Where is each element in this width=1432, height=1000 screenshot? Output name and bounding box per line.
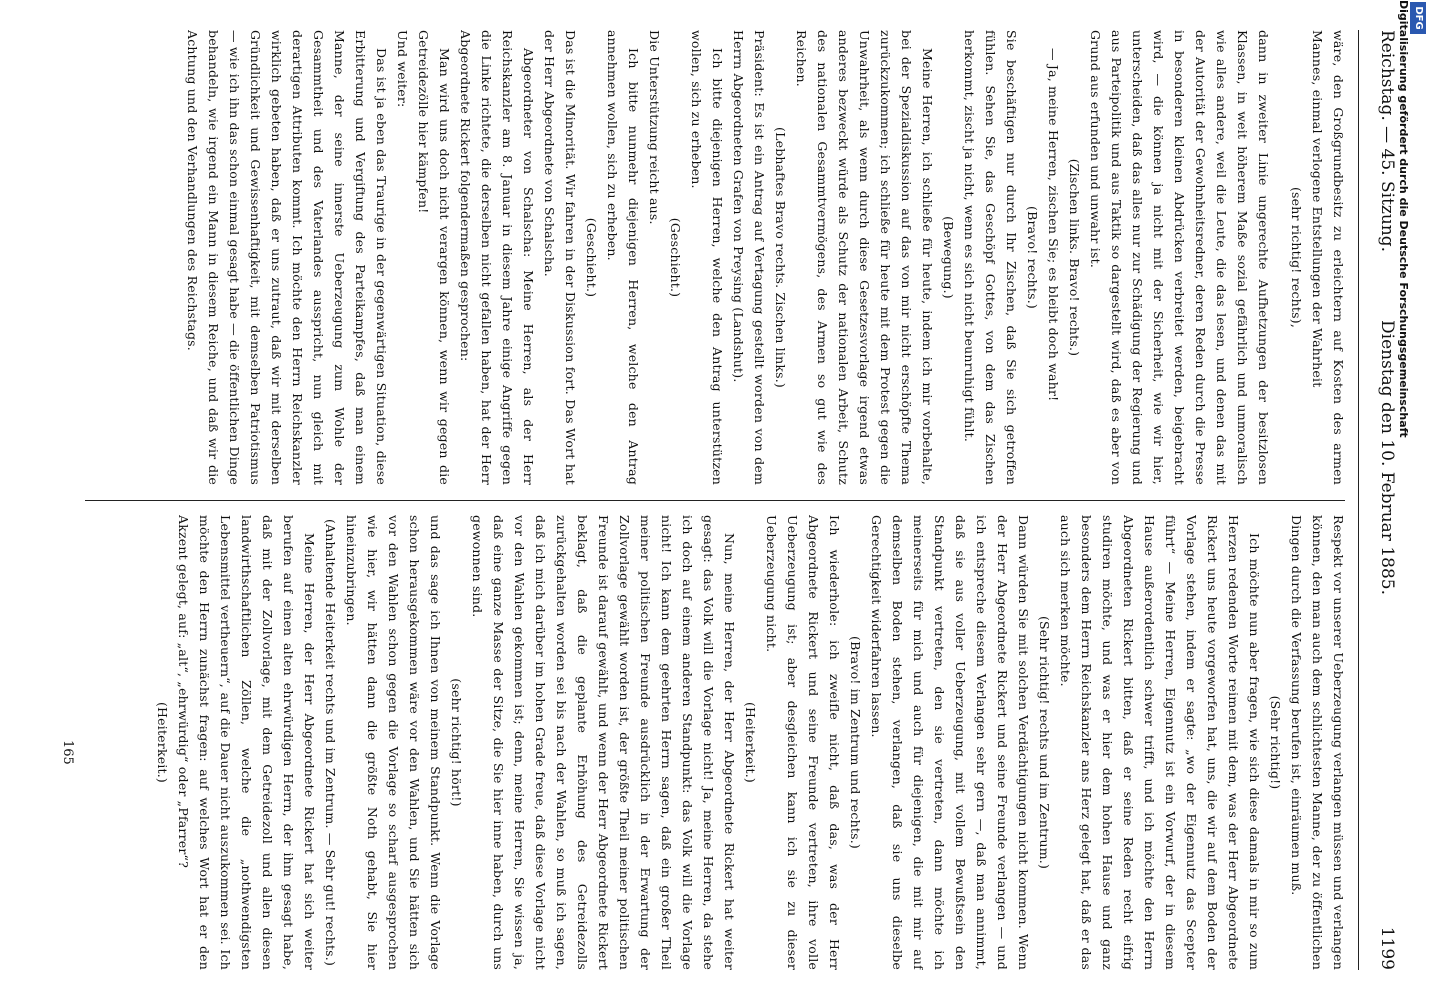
- quote: Das ist ja eben das Traurige in der gegenwärtigen Situation, diese Erbitterung und Vergiftung des Parteikampfes, daß man einem Manne, der seine innerste Ueberzeugung zum Wohle der Gesammtheit und des Vaterlandes ausspricht, nun gleich mit derartigen Attributen kommt. Ich möchte den Herrn Reichskanzler wirklich gebeten haben, daß er uns zutraut, daß wir mit derselben Gründlichkeit und Gewissenhaftigkeit, mit demselben Patriotismus — wie ich ihn das schon einmal gesagt habe — die öffentlichen Dinge behandeln, wie irgend ein Mann in diesem Reiche, und daß wir die Achtung und den Verhandlungen des Reichstags.: [185, 30, 389, 485]
- sheet-number: 165: [60, 740, 75, 765]
- interjection: (Bravo! im Zentrum und rechts.): [848, 636, 863, 849]
- interjection: (Sehr richtig! rechts und im Zentrum.): [1037, 615, 1052, 870]
- paragraph: Dann würden Sie mit solchen Verdächtigungen nicht kommen. Wenn der Herr Abgeordnete Rickert und seine Freunde verlangen — und ich entspreche diesem Verlangen sehr gern —, daß man annimmt, daß sie aus voller Ueberzeugung, mit vollem Bewußtsein den Standpunkt vertreten, den sie vertreten, dann möchte ich meinerseits für mich und auch für diejenigen, die mit mir auf demselben Boden stehen, verlangen, daß sie uns dieselbe Gerechtigkeit widerfahren lassen.: [869, 515, 1031, 970]
- interjection: (sehr richtig! hört!): [449, 678, 464, 807]
- digitization-credit: [1392, 0, 1410, 1000]
- paragraph: Ich bitte diejenigen Herren, welche den Antrag unterstützen wollen, sich zu erheben.: [689, 30, 725, 485]
- dfg-logo-text: DFG: [1413, 6, 1424, 30]
- paragraph: Die Unterstützung reicht aus.: [647, 30, 662, 225]
- paragraph: wäre, den Großgrundbesitz zu erleichtern auf Kosten des armen Mannes, einmal verlogene Entstellungen der Wahrheit: [1310, 30, 1346, 485]
- right-column: [29, 515, 1349, 970]
- interjection: (Sehr richtig!): [1268, 695, 1283, 790]
- paragraph: dann in zweiter Linie ungerechte Aufhetzungen der besitzlosen Klassen, in weit höherem Maße sozial gefährlich und unmoralisch wie alles andere, weil die Leute, die das lesen, und denen das mit der Autorität der Gewohnheitsredner, deren Reden durch die Presse in besonderen kleinen Abdrücken verbreitet werden, beigebracht wird, — die können ja nicht mit der Sicherheit, wie wir hier, unterscheiden, daß das alles nur zur Schädigung der Regierung und aus Parteipolitik und aus Taktik so dargestellt wird, daß es aber von Grund aus erfunden und unwahr ist.: [1088, 30, 1271, 485]
- credit-text: Digitalisierung gefördert durch die Deutsche Forschungsgemeinschaft: [1397, 0, 1410, 438]
- header-date: Dienstag den 10. Februar 1885.: [1377, 320, 1397, 596]
- quote: Man wird uns doch nicht verargen können, wenn wir gegen die Getreidezölle hier kämpfen!: [416, 30, 452, 485]
- paragraph: Das ist die Minorität. Wir fahren in der Diskussion fort. Das Wort hat der Herr Abgeordnete von Schalscha.: [542, 30, 578, 485]
- column-divider: [85, 500, 1345, 501]
- paragraph: Nun, meine Herren, der Herr Abgeordnete Rickert hat weiter gesagt: das Volk will die Vorlage nicht! Ja, meine Herren, da stehe ich doch auf einem anderen Standpunkt: das Volk will die Vorlage nicht! Ich kann dem geehrten Herrn sagen, daß ein großer Theil meiner politischen Freunde ausdrücklich in der Erwartung der Zollvorlage gewählt worden ist, der größte Theil meiner politischen Freunde ist darauf gewählt, und wenn der Herr Abgeordnete Rickert beklagt, daß die geplante Erhöhung des Getreidezolls zurückgehalten worden sei bis nach der Wahlen, so muß ich sagen, daß ich mich darüber im hohen Grade freue, daß diese Vorlage nicht vor den Wahlen gekommen ist; denn, meine Herren, Sie wissen ja, daß eine ganze Masse der Sitze, die Sie hier inne haben, durch uns gewonnen sind.: [470, 515, 737, 970]
- paragraph: und das sage ich Ihnen von meinem Standpunkt. Wenn die Vorlage schon herausgekommen wäre vor den Wahlen, und Sie hätten sich vor den Wahlen schon gegen die Vorlage so scharf ausgesprochen wie hier, wir hätten dann die größte Noth gehabt, Sie hier hineinzubringen.: [344, 515, 443, 970]
- interjection: (Zischen links. Bravo! rechts.): [1067, 158, 1082, 357]
- interjection: (sehr richtig! rechts),: [1289, 186, 1304, 329]
- interjection: (Geschieht.): [668, 217, 683, 298]
- interjection: (Heiterkeit.): [155, 701, 170, 783]
- interjection: (Heiterkeit.): [743, 701, 758, 783]
- interjection: (Bewegung.): [941, 216, 956, 299]
- header-left: Reichstag. — 45. Sitzung.: [1377, 30, 1397, 253]
- running-header: [1357, 30, 1397, 970]
- quote: Respekt vor unserer Ueberzeugung verlangen müssen und verlangen können, den man auch dem schlichtesten Manne, der zu öffentlichen Dingen durch die Verfassung berufen ist, einräumen muß.: [1289, 515, 1346, 970]
- paragraph: Sie beschäftigen nur durch Ihr Zischen, daß Sie sich getroffen fühlen. Sehen Sie, das Geschöpf Gottes, von dem das Zischen herkommt, zischt ja nicht, wenn es sich nicht beunruhigt fühlt.: [962, 30, 1019, 485]
- paragraph: Präsident: Es ist ein Antrag auf Vertagung gestellt worden von dem Herrn Abgeordneten Grafen von Preysing (Landshut).: [731, 30, 767, 485]
- interjection: (Lebhaftes Bravo rechts. Zischen links.): [773, 127, 788, 388]
- paragraph: Meine Herren, der Herr Abgeordnete Rickert hat sich weiter berufen auf einen alten ehrwürdigen Herrn, der ihm gesagt habe, daß mit der Zollvorlage, mit dem Getreidezoll und allen diesen landwirthschaftlichen Zöllen, welche die „nothwendigsten Lebensmittel vertheuern“, auf die Dauer nicht auszukommen sei. Ich möchte den Herrn zunächst fragen: auf welches Wort hat er den Akzent gelegt, auf: „alt“, „ehrwürdig“ oder „Pfarrer“?: [176, 515, 317, 970]
- interjection: (Geschieht.): [584, 217, 599, 298]
- paragraph: Ich wiederhole: ich zweifle nicht, daß das, was der Herr Abgeordnete Rickert und seine Freunde vertreten, ihre volle Ueberzeugung ist; aber desgleichen kann ich sie zu dieser Ueberzeugung nicht.: [764, 515, 842, 970]
- paragraph: — Ja, meine Herren, zischen Sie; es bleibt doch wahr!: [1046, 48, 1061, 402]
- dfg-logo: [1410, 2, 1426, 34]
- paragraph: Abgeordneter von Schalscha: Meine Herren, als der Herr Reichskanzler am 8. Januar in diesem Jahre einige Angriffe gegen die Linke richtete, die derselben nicht gefallen haben, hat der Herr Abgeordnete Rickert folgendermaßen gesprochen:: [458, 30, 536, 485]
- rotated-page-content: [20, 0, 1405, 1000]
- left-column: [29, 30, 1349, 485]
- paragraph: Ich möchte nun aber fragen, wie sich diese damals in mir so zum Herzen redenden Worte reimen mit dem, was der Herr Abgeordnete Rickert uns heute vorgeworfen hat, uns, die wir auf dem Boden der Vorlage stehen, indem er sagte: „wo der Eigennutz das Scepter führt“ — Meine Herren, Eigennutz ist ein Vorwurf, der in diesem Hause außerordentlich schwer trifft, und ich möchte den Herrn Abgeordneten Rickert bitten, daß er seine Reden recht eifrig studiren möchte, und was er hier dem hohen Hause und ganz besonders dem Herrn Reichskanzler ans Herz gelegt hat, daß er das auch sich merken möchte.: [1058, 515, 1262, 970]
- paragraph: Und weiter:: [395, 30, 410, 108]
- header-rule: [1358, 30, 1359, 970]
- paragraph: Meine Herren, ich schließe für heute, indem ich mir vorbehalte, bei der Spezialdiskussion auf das von mir nicht erschöpfte Thema zurückzukommen; ich schließe für heute mit dem Protest gegen die Unwahrheit, als wenn durch diese Gesetzesvorlage irgend etwas anderes bezweckt würde als Schutz der nationalen Arbeit, Schutz des nationalen Gesammtvermögens, des Armen so gut wie des Reichen.: [794, 30, 935, 485]
- header-page-number: 1199: [1377, 926, 1397, 970]
- interjection: (Bravo! rechts.): [1025, 206, 1040, 309]
- interjection: (Anhaltende Heiterkeit rechts und im Zentrum. — Sehr gut! rechts.): [323, 518, 338, 967]
- paragraph: Ich bitte nunmehr diejenigen Herren, welche den Antrag annehmen wollen, sich zu erheben.: [605, 30, 641, 485]
